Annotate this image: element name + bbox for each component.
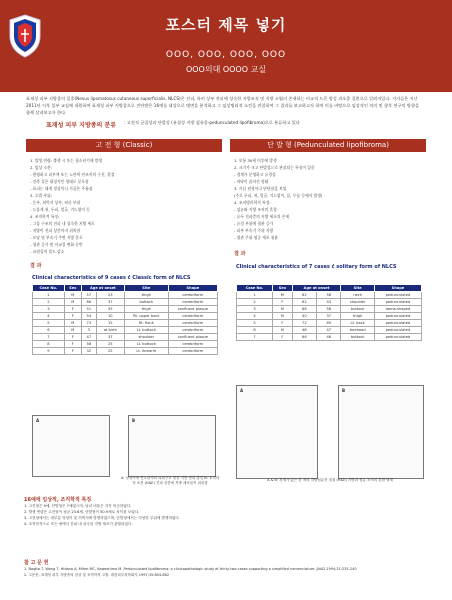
table-cell: pedunculated: [374, 320, 421, 327]
table-cell: cerebriform: [168, 313, 217, 320]
col-header: Sex: [64, 285, 81, 292]
table-row: [237, 320, 422, 327]
table-cell: F: [64, 341, 81, 348]
table-cell: buttock: [341, 306, 374, 313]
table-cell: 54: [81, 313, 96, 320]
list-item: - 모낭 및 부속기 주변 지방 분포: [30, 235, 83, 240]
references-heading: 참 고 문 헌: [24, 560, 49, 566]
list-item: - 유경 부위에 혈관 증가: [234, 221, 274, 226]
table-cell: at birth: [96, 327, 124, 334]
table-cell: 62: [292, 299, 316, 306]
table-cell: 1: [33, 292, 65, 299]
list-item: 3. 고전형에서는 대부분 엉덩이 및 허벅지에 발생하였으며, 단발형에서는 다양한 부위에 발생하였다.: [24, 516, 180, 520]
table-cell: 72: [292, 320, 316, 327]
table-cell: M: [64, 292, 81, 299]
table-cell: Lt. buttock: [124, 341, 168, 348]
table-cell: 25: [96, 348, 124, 355]
table-cell: pedunculated: [374, 313, 421, 320]
left-cases-table: [32, 284, 218, 355]
table-cell: 3: [81, 327, 96, 334]
table-cell: 43: [317, 299, 341, 306]
table-cell: 5: [237, 320, 273, 327]
table-cell: F: [64, 313, 81, 320]
figure-panel-a: [32, 415, 110, 477]
table-cell: 46: [317, 334, 341, 341]
col-header: Case No.: [33, 285, 65, 292]
table-cell: 58: [317, 292, 341, 299]
table-cell: F: [273, 320, 293, 327]
table-cell: thigh: [124, 306, 168, 313]
table-cell: pedunculated: [374, 327, 421, 334]
affiliation: OOO의대 OOOO 교실: [185, 65, 267, 74]
table-cell: pedunculated: [374, 334, 421, 341]
table-cell: pedunculated: [374, 299, 421, 306]
figure-label: B: [132, 418, 136, 423]
list-item: - 피부 부속기 주위 지방: [234, 228, 274, 233]
table-row: [237, 292, 422, 299]
list-item: - 편평하고 피부색 또는 노란색 연조직의 구진, 결절: [30, 172, 115, 177]
table-cell: M: [273, 306, 293, 313]
list-item: (주로 두피, 귀, 얼굴, 겨드랑이, 몸, 무릎 등에서 발생): [234, 193, 323, 198]
table-cell: 5: [33, 320, 65, 327]
table-cell: 57: [81, 292, 96, 299]
intro-paragraph: 표재성 피부 지방종의 일종(Nevus lipomatosus cutaneous superficialis, NLCS)은 진피, 특히 상부 진피에 성숙한 지방조직 및 지방 소엽의 존재하는 비교적 드문 양성 과오종 질환으로 알려져있다. 저자들은 지난 2011년 이후 일부 교실에 내원하여 표재성 피부 지방종으로 진단받은 16예를 대상으로 병변을 분석하고 그 임상병리적 소견을 관찰하여 그 결과를 보고하고자 하며 이를 바탕으로 임상적인 의미 및 향후 연구의 방향을 함께 살펴보고자 한다.: [26, 95, 424, 135]
table-cell: 51: [81, 306, 96, 313]
list-item: 2. 임상 소견:: [30, 165, 52, 170]
col-header: Sex: [273, 285, 293, 292]
table-cell: Rt. upper back: [124, 313, 168, 320]
table-cell: 2: [33, 299, 65, 306]
left-feature-list: [30, 157, 220, 255]
list-item: - 그물 구조의 진피 내 성숙한 지방 세포: [30, 221, 95, 226]
header-banner: [0, 0, 452, 92]
table-row: [33, 348, 218, 355]
table-cell: 8: [33, 341, 65, 348]
col-header: Site: [341, 285, 374, 292]
table-cell: thigh: [341, 313, 374, 320]
list-item: 3. 가끔 원형이나 단단함을 보임: [234, 186, 287, 191]
table-cell: 66: [292, 334, 316, 341]
table-cell: 4: [237, 313, 273, 320]
table-row: [33, 313, 218, 320]
list-item: - 바닥이 좁아진 형태: [234, 179, 269, 184]
figure-panel-a: [236, 385, 318, 479]
right-column-heading: 단 발 형 (Pedunculated lipofibroma): [230, 139, 426, 152]
col-header: Shape: [374, 285, 421, 292]
table-cell: cerebriform: [168, 292, 217, 299]
table-row: [33, 341, 218, 348]
table-row: [237, 313, 422, 320]
table-cell: 37: [96, 299, 124, 306]
table-row: [237, 299, 422, 306]
table-cell: 40: [292, 313, 316, 320]
reference-item: 1. Nogita T, Wong T, Hidano A, Mihm MC, Kawashima M. Pedunculated lipofibroma: a clinicopathologic study of thirty-two cases supporting a simplified nomenclature. JAAD 1994;31:235-240: [24, 567, 357, 571]
figure-label: A: [36, 418, 40, 423]
poster-title: 포스터 제목 넣기: [165, 16, 287, 34]
conclusion-block: [24, 497, 428, 557]
figure-panel-b: [338, 385, 424, 479]
list-item: 4. 조직병리학적 특징:: [234, 200, 271, 205]
figure-panel-b: [128, 415, 216, 477]
right-cases-table: [236, 284, 422, 341]
right-results-tag: 결 과: [234, 251, 246, 257]
table-cell: F: [64, 306, 81, 313]
table-cell: cerebriform: [168, 348, 217, 355]
table-cell: Lt. buttock: [124, 327, 168, 334]
table-cell: 7: [237, 334, 273, 341]
table-cell: Lt. forearm: [124, 348, 168, 355]
table-cell: Lt. back: [341, 320, 374, 327]
list-item: 4. 조직학적 특징:: [30, 214, 60, 219]
col-header: Site: [124, 285, 168, 292]
list-item: - 건측 혹은 대칭적인 형태로 분포함: [30, 179, 89, 184]
right-feature-list: [234, 157, 424, 241]
table-cell: 25: [96, 341, 124, 348]
table-cell: 37: [96, 334, 124, 341]
table-cell: buttock: [341, 334, 374, 341]
table-cell: 56: [317, 306, 341, 313]
table-cell: F: [64, 348, 81, 355]
table-cell: 69: [317, 320, 341, 327]
table-cell: confluent plaque: [168, 306, 217, 313]
table-cell: 62: [292, 292, 316, 299]
table-row: [33, 306, 218, 313]
list-item: 1. 고전형은 9예, 단발형은 7예였으며, 남녀 비율은 각각 비슷하였다.: [24, 504, 132, 508]
table-cell: 47: [81, 334, 96, 341]
table-cell: buttock: [124, 299, 168, 306]
list-item: - 경계가 분명하고 유경성: [234, 172, 276, 177]
list-item: - 표피는 대개 정상이나 가끔은 주름짐: [30, 186, 93, 191]
left-column-heading: 고 전 형 (Classic): [26, 139, 222, 152]
table-cell: 1: [237, 292, 273, 299]
table-row: [237, 306, 422, 313]
table-cell: F: [273, 299, 293, 306]
col-header: Case No.: [237, 285, 273, 292]
table-cell: neck: [341, 292, 374, 299]
left-table-title: Clinical characteristics of 9 cases ċ Classic form of NLCS: [32, 275, 191, 281]
table-cell: 7: [33, 334, 65, 341]
table-row: [33, 320, 218, 327]
table-row: [33, 334, 218, 341]
col-header: Age at onset: [292, 285, 341, 292]
list-item: 3. 호발 부위:: [30, 193, 52, 198]
table-cell: 15: [96, 320, 124, 327]
table-cell: 10: [96, 313, 124, 320]
intro-heading: 표재성 피부 지방종의 분류: [46, 122, 117, 129]
table-cell: M: [273, 327, 293, 334]
list-item: - 교원질의 밀도 감소: [30, 249, 65, 254]
col-header: Shape: [168, 285, 217, 292]
table-cell: M: [64, 299, 81, 306]
table-cell: 32: [81, 348, 96, 355]
table-cell: M: [64, 327, 81, 334]
table-cell: pedunculated: [374, 292, 421, 299]
list-item: 4. 조직학적으로 모든 예에서 진피 내 성숙한 지방 세포가 관찰되었다.: [24, 522, 133, 526]
intro-subtext: : 고전적 군집성과 단발성 (유경성 지방 섬유종-pedunculated lipofibroma)으로 분류하고 있다: [124, 120, 300, 125]
table-cell: shoulder: [124, 334, 168, 341]
table-cell: 73: [81, 320, 96, 327]
table-row: [33, 299, 218, 306]
left-figure-caption: A: 엉덩이에 연노란색의 뇌회구조 양상 지방 변화 발진 B: 조직학적 소견 (H&E) 진피 상층에 지방 세포들이 위치함: [120, 476, 220, 485]
table-cell: 6: [33, 327, 65, 334]
table-cell: cerebriform: [168, 299, 217, 306]
list-item: - 둔부, 허벅지 상부, 허리 부위: [30, 200, 81, 205]
right-table-title: Clinical characteristics of 7 cases ċ solitary form of NLCS: [236, 264, 397, 270]
list-item: - 유두 진피층의 지방 세포의 존재: [234, 214, 290, 219]
table-cell: M: [64, 320, 81, 327]
list-item: 1. 보통 30세 이후에 발생: [234, 158, 277, 163]
figure-label: A: [240, 388, 244, 393]
table-cell: M: [273, 313, 293, 320]
table-cell: cerebriform: [168, 341, 217, 348]
table-cell: 6: [237, 327, 273, 334]
table-cell: confluent plaque: [168, 334, 217, 341]
list-item: - 섬유와 지방 조직의 혼합: [234, 207, 277, 212]
table-cell: 58: [81, 341, 96, 348]
list-item: - 혈관 증가 및 아교질 변화 동반: [30, 242, 83, 247]
table-cell: 23: [96, 292, 124, 299]
table-cell: 66: [81, 299, 96, 306]
table-cell: thigh: [124, 292, 168, 299]
list-item: 1. 발생 연령: 출생 시 또는 청소년기에 발생: [30, 158, 103, 163]
table-cell: 48: [292, 327, 316, 334]
references-block: [24, 560, 428, 578]
table-cell: 9: [33, 348, 65, 355]
table-row: [33, 292, 218, 299]
table-cell: shoulder: [341, 299, 374, 306]
table-row: [237, 334, 422, 341]
table-row: [237, 327, 422, 334]
right-figure-caption: A & B: 경계가 있는 한 개의 지방섬유종 결절 (H&E) 지방과 섬유 조직의 혼합 형태: [267, 478, 393, 482]
table-cell: 2: [237, 299, 273, 306]
conclusion-heading: 16예에 임상적, 조직학적 특징: [24, 497, 92, 503]
list-item: 2. 크기가 크고 단발성으로 관찰되는 특징이 있음: [234, 165, 315, 170]
list-item: 2. 발생 연령은 고전형이 평균 23.6세, 단발형이 50.9세로 차이를 보였다.: [24, 510, 140, 514]
author-list: OOO, OOO, OOO, OOO: [165, 50, 287, 60]
reference-item: 2. 고문헌. 표재성 피부 지방종의 임상 및 조직학적 고찰. 대한피부과학회지 1997;35:854-862: [24, 573, 170, 577]
left-results-tag: 결 과: [30, 263, 42, 269]
table-cell: 47: [317, 327, 341, 334]
table-cell: 66: [292, 306, 316, 313]
table-cell: Rt. flank: [124, 320, 168, 327]
table-cell: M: [273, 292, 293, 299]
table-row: [33, 327, 218, 334]
table-cell: F: [64, 334, 81, 341]
table-cell: 3: [237, 306, 273, 313]
list-item: - 드물게 귀, 두피, 얼굴, 겨드랑이 등: [30, 207, 90, 212]
table-cell: forehead: [341, 327, 374, 334]
col-header: Age at onset: [81, 285, 124, 292]
table-cell: 35: [96, 306, 124, 313]
table-cell: 37: [317, 313, 341, 320]
figure-label: B: [342, 388, 346, 393]
list-item: - 지방이 진피 상층까지 위치함: [30, 228, 81, 233]
table-cell: cerebriform: [168, 320, 217, 327]
table-cell: 3: [33, 306, 65, 313]
table-cell: 4: [33, 313, 65, 320]
table-cell: cerebriform: [168, 327, 217, 334]
list-item: - 혈관 주위 염증 세포 침윤: [234, 235, 279, 240]
table-cell: F: [273, 334, 293, 341]
table-cell: dome-shaped: [374, 306, 421, 313]
